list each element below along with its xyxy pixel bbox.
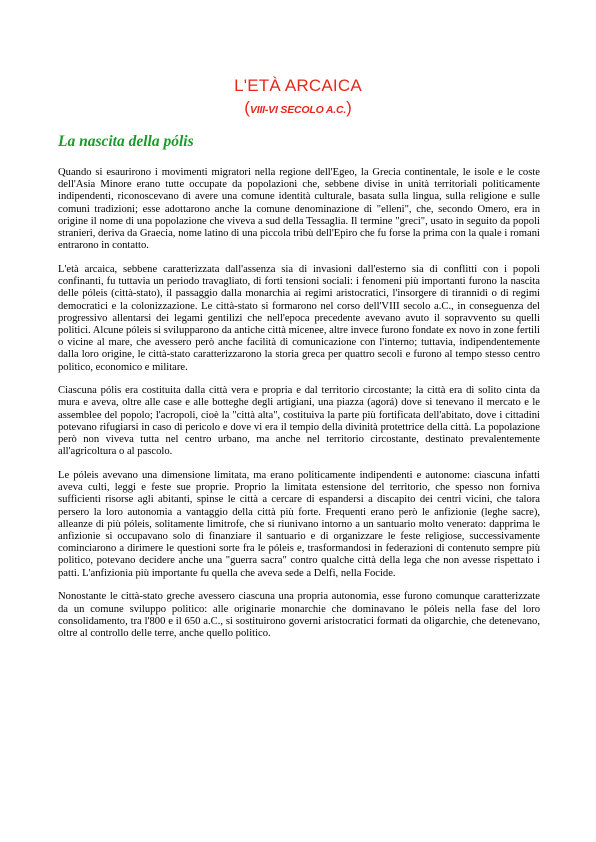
body-text: [58, 167, 540, 652]
paragraph-4: Le póleis avevano una dimensione limitata, ma erano politicamente indipendenti e autonome: ciascuna infatti aveva culti, leggi e feste sue proprie. Proprio la limitata estensione del territorio, che spesso non forniva sufficienti risorse agli abitanti, spinse le città a cercare di espandersi a discapito dei centri vicini, che talora persero la loro autonomia a vantaggio della città più forte. Frequenti erano però le anfizionìe (leghe sacre), alleanze di più póleis, solitamente limitrofe, che si riunivano intorno a un santuario molto venerato: dapprima le anfizionìe si occupavano solo di finanziare il santuario e di organizzare le feste religiose, successivamente cominciarono a dirimere le questioni sorte fra le póleis e, trasformandosi in federazioni di contenuto sempre più politico, potevano decidere anche una "guerra sacra" contro qualche città della lega che non avesse rispettato i patti. L'anfizionìa più importante fu quella che aveva sede a Delfi, nella Focide.: [58, 469, 540, 579]
page-title: L'ETÀ ARCAICA: [234, 76, 362, 95]
paragraph-5: Nonostante le città-stato greche avessero ciascuna una propria autonomia, esse furono comunque caratterizzate da un comune sviluppo politico: alle originarie monarchie che dominavano le póleis nella fase del loro consolidamento, tra l'800 e il 650 a.C., si sostituirono governi aristocratici formati da oligarchie, che detenevano, oltre al controllo delle terre, anche quello politico.: [58, 591, 540, 639]
paragraph-2: L'età arcaica, sebbene caratterizzata dall'assenza sia di invasioni dall'esterno sia di conflitti con i popoli confinanti, fu tuttavia un periodo travagliato, di forti tensioni sociali: i fenomeni più importanti furono la nascita delle póleis (città-stato), il passaggio dalla monarchia ai regimi aristocratici, l'insorgere di tirannidi o di regimi democratici e la colonizzazione. Le città-stato si formarono nel corso dell'VIII secolo a.C., in conseguenza del progressivo allentarsi dei legami gentilizi che nell'epoca precedente avevano avuto il sopravvento su quelli politici. Alcune póleis si svilupparono da antiche città micenee, altre invece furono fondate ex novo in zone fertili o vicine al mare, che avessero però anche facilità di comunicazione con l'interno; tuttavia, indipendentemente dalla loro origine, le città-stato caratterizzarono la storia greca per quattro secoli e furono al tempo stesso centro politico, economico e militare.: [58, 263, 540, 373]
page-subtitle: [0, 98, 596, 120]
section-heading: La nascita della pólis: [58, 133, 194, 150]
paragraph-1: Quando si esaurirono i movimenti migratori nella regione dell'Egeo, la Grecia continentale, le isole e le coste dell'Asia Minore erano tutte occupate da popolazioni che, sebbene divise in unità territoriali politicamente indipendenti, riconoscevano di avere una comune identità culturale, basata sulla lingua, sulla religione e sulle comuni tradizioni; esse adottarono anche la comune denominazione di "elleni", che, secondo Omero, era in origine il nome di una popolazione che viveva a sud della Tessaglia. Il termine "greci", usato in seguito da popoli stranieri, deriva da Graecia, nome latino di una piccola tribù dell'Epiro che fu forse la prima con la quale i romani entrarono in contatto.: [58, 167, 540, 252]
paragraph-3: Ciascuna pólis era costituita dalla città vera e propria e dal territorio circostante; la città era di solito cinta da mura e aveva, oltre alle case e alle botteghe degli artigiani, una piazza (agorá) dove si tenevano il mercato e le assemblee del popolo; l'acropoli, cioè la "città alta", costituiva la parte più fortificata dell'abitato, dove i cittadini potevano rifugiarsi in caso di pericolo e dove vi era il tempio della divinità protettrice della città. La popolazione però non viveva tutta nel centro urbano, ma anche nel territorio circostante, destinato prevalentemente all'agricoltura o al pascolo.: [58, 385, 540, 458]
subtitle-text: VIII-VI SECOLO A.C.: [249, 104, 347, 116]
subtitle-open-paren: (: [244, 98, 250, 117]
subtitle-close-paren: ): [346, 98, 352, 117]
